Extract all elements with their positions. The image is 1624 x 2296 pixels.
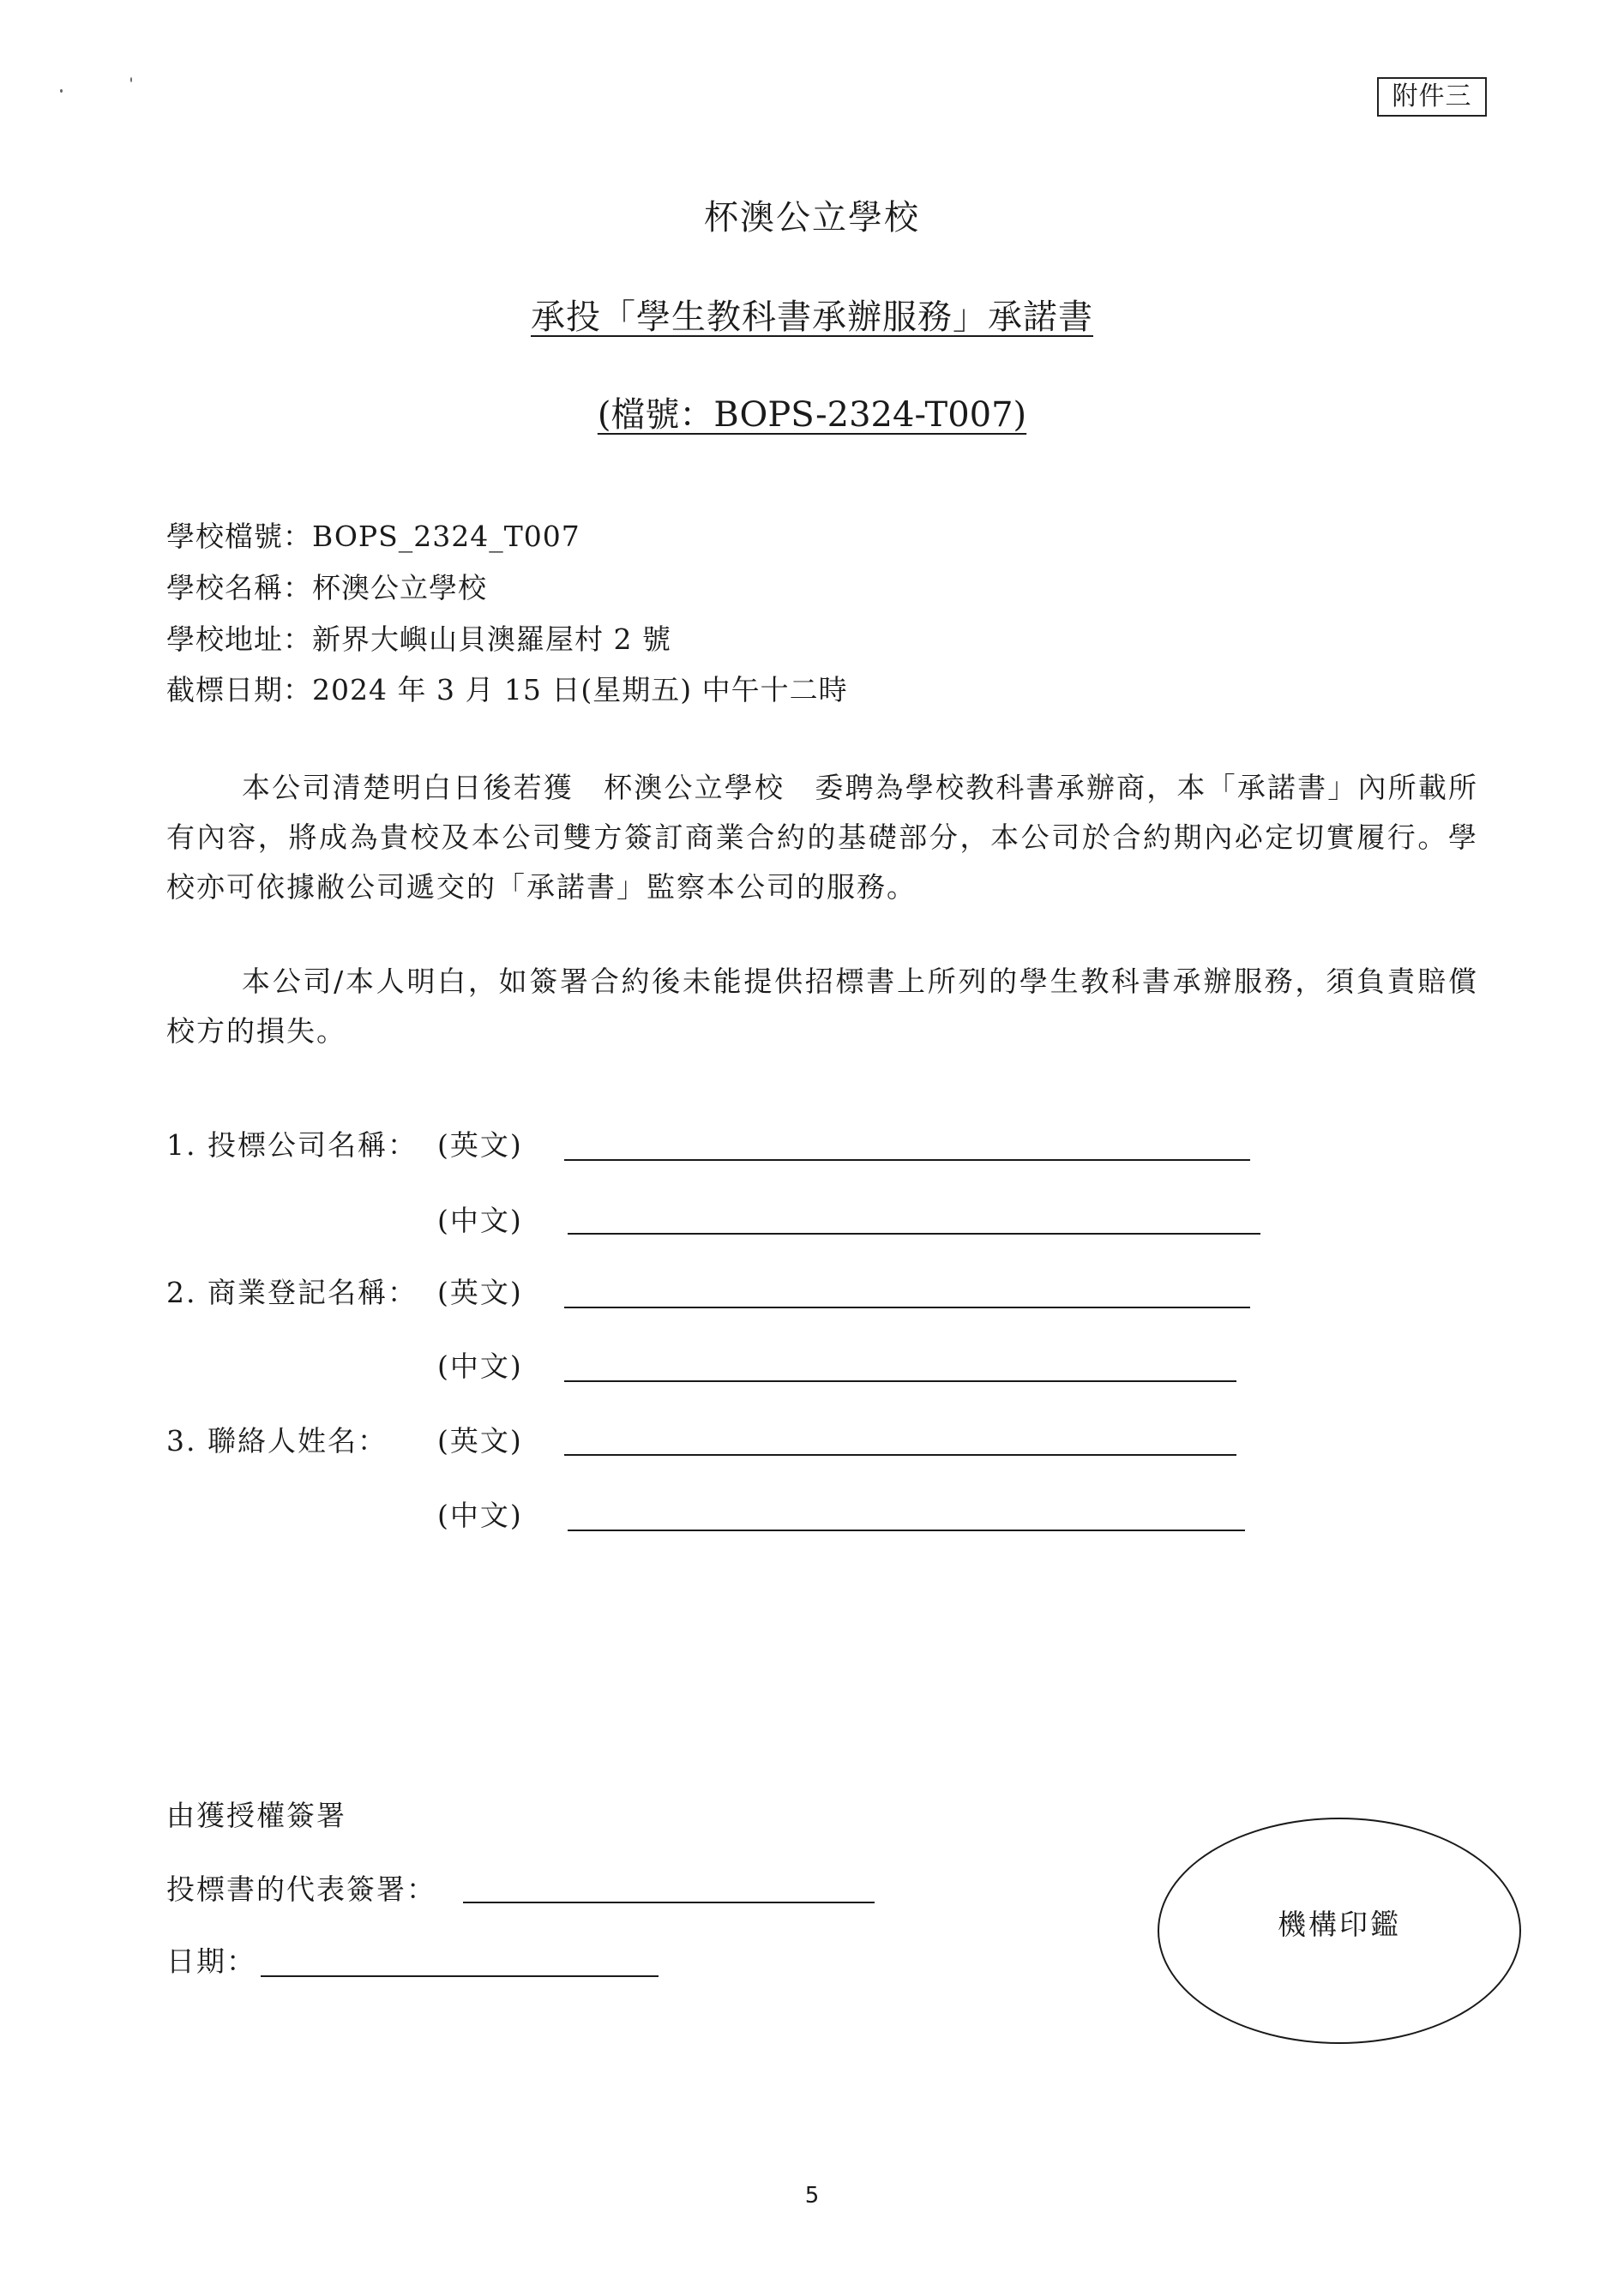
- company-seal-oval[interactable]: [1158, 1818, 1521, 2044]
- q3-chinese-label: (中文): [437, 1499, 523, 1532]
- q1-label: 1. 投標公司名稱：: [166, 1128, 418, 1162]
- q2-chinese-field[interactable]: [564, 1380, 1236, 1382]
- q1-english-field[interactable]: [564, 1159, 1250, 1161]
- info-file-number: 學校檔號：BOPS_2324_T007: [166, 520, 580, 553]
- q1-english-label: (英文): [437, 1128, 523, 1162]
- q2-english-field[interactable]: [564, 1307, 1250, 1308]
- school-title: 杯澳公立學校: [704, 198, 920, 237]
- q3-label: 3. 聯絡人姓名：: [166, 1424, 388, 1458]
- date-label: 日期：: [166, 1944, 256, 1978]
- authorized-signing-label: 由獲授權簽署: [166, 1799, 346, 1832]
- liability-paragraph: 本公司/本人明白，如簽署合約後未能提供招標書上所列的學生教科書承辦服務，須負責賠償校方的損失。: [166, 965, 1478, 1048]
- page-number: 5: [804, 2183, 820, 2209]
- seal-label: 機構印鑑: [1278, 1907, 1401, 1941]
- info-address: 學校地址：新界大嶼山貝澳羅屋村 2 號: [166, 622, 671, 656]
- representative-signature-field[interactable]: [463, 1902, 875, 1903]
- document-title: [0, 290, 1624, 339]
- representative-signature-label: 投標書的代表簽署：: [166, 1872, 436, 1906]
- commitment-paragraph: 本公司清楚明白日後若獲 杯澳公立學校 委聘為學校教科書承辦商，本「承諾書」內所載所有內容，將成為貴校及本公司雙方簽訂商業合約的基礎部分，本公司於合約期內必定切實履行。學校亦可依據敝公司遞交的「承諾書」監察本公司的服務。: [166, 771, 1478, 904]
- q2-english-label: (英文): [437, 1276, 523, 1309]
- scan-speck: [60, 89, 63, 93]
- file-number-text: (檔號：BOPS-2324-T007): [597, 395, 1027, 435]
- q3-english-field[interactable]: [564, 1454, 1236, 1456]
- q2-chinese-label: (中文): [437, 1349, 523, 1383]
- date-field[interactable]: [261, 1975, 659, 1977]
- q1-chinese-label: (中文): [437, 1204, 523, 1237]
- scan-speck: [130, 77, 132, 82]
- q2-label: 2. 商業登記名稱：: [166, 1276, 418, 1309]
- q1-chinese-field[interactable]: [568, 1233, 1260, 1235]
- document-title-text: 承投「學生教科書承辦服務」承諾書: [531, 298, 1093, 337]
- info-deadline: 截標日期：2024 年 3 月 15 日(星期五) 中午十二時: [166, 673, 848, 706]
- q3-english-label: (英文): [437, 1424, 523, 1458]
- file-number-title: [0, 388, 1624, 436]
- info-school-name: 學校名稱：杯澳公立學校: [166, 571, 487, 604]
- annex-label: 附件三: [1377, 77, 1487, 117]
- q3-chinese-field[interactable]: [568, 1530, 1245, 1531]
